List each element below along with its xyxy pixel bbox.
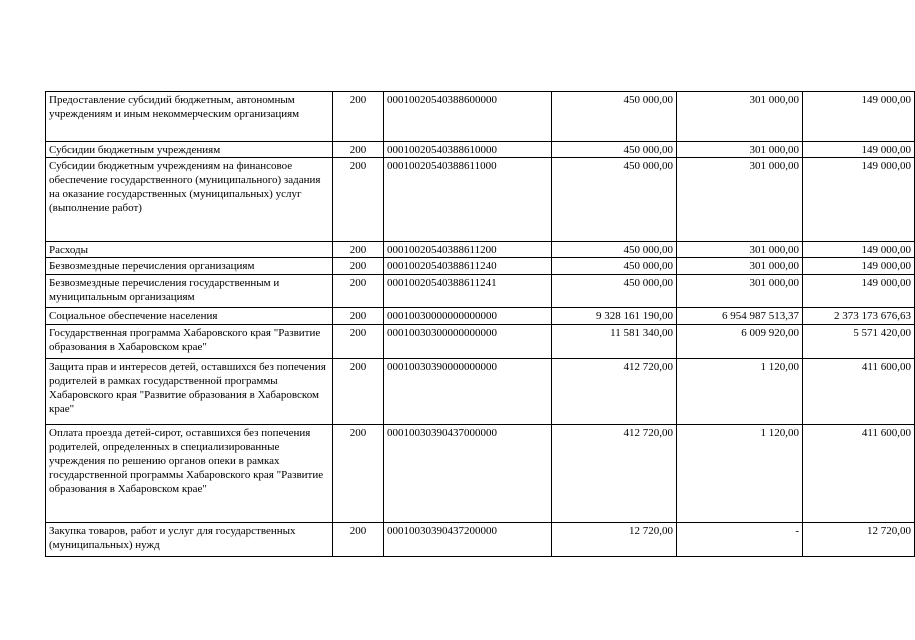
budget-execution-table (45, 91, 915, 557)
row-executed: 301 000,00 (677, 158, 803, 242)
row-name: Субсидии бюджетным учреждениям (46, 142, 333, 158)
row-name: Расходы (46, 242, 333, 258)
row-remainder: 2 373 173 676,63 (803, 308, 915, 325)
row-approved: 9 328 161 190,00 (552, 308, 677, 325)
row-line-code: 200 (333, 308, 384, 325)
row-budget-code: 00010020540388600000 (384, 92, 552, 142)
row-approved: 12 720,00 (552, 523, 677, 557)
table-row (46, 158, 915, 242)
row-approved: 11 581 340,00 (552, 325, 677, 359)
row-name: Безвозмездные перечисления государственным и муниципальным организациям (46, 275, 333, 308)
row-executed: 1 120,00 (677, 425, 803, 523)
table-row (46, 325, 915, 359)
row-executed: 301 000,00 (677, 142, 803, 158)
row-approved: 412 720,00 (552, 359, 677, 425)
table-row (46, 275, 915, 308)
row-remainder: 149 000,00 (803, 242, 915, 258)
row-budget-code: 00010030000000000000 (384, 308, 552, 325)
row-remainder: 149 000,00 (803, 275, 915, 308)
row-budget-code: 00010020540388611241 (384, 275, 552, 308)
row-executed: - (677, 523, 803, 557)
row-approved: 450 000,00 (552, 258, 677, 275)
row-name: Предоставление субсидий бюджетным, автономным учреждениям и иным некоммерческим организациям (46, 92, 333, 142)
row-remainder: 411 600,00 (803, 359, 915, 425)
row-line-code: 200 (333, 242, 384, 258)
row-line-code: 200 (333, 523, 384, 557)
table-row (46, 425, 915, 523)
table-row (46, 308, 915, 325)
row-approved: 450 000,00 (552, 92, 677, 142)
row-remainder: 149 000,00 (803, 158, 915, 242)
row-name: Государственная программа Хабаровского края "Развитие образования в Хабаровском крае" (46, 325, 333, 359)
row-approved: 450 000,00 (552, 142, 677, 158)
row-name: Защита прав и интересов детей, оставшихся без попечения родителей в рамках государственной программы Хабаровского края "Развитие образования в Хабаровском крае" (46, 359, 333, 425)
row-budget-code: 00010020540388611000 (384, 158, 552, 242)
row-approved: 412 720,00 (552, 425, 677, 523)
row-name: Субсидии бюджетным учреждениям на финансовое обеспечение государственного (муниципального) задания на оказание государственных (муниципальных) услуг (выполнение работ) (46, 158, 333, 242)
row-remainder: 5 571 420,00 (803, 325, 915, 359)
row-name: Безвозмездные перечисления организациям (46, 258, 333, 275)
row-remainder: 149 000,00 (803, 258, 915, 275)
row-name: Социальное обеспечение населения (46, 308, 333, 325)
row-remainder: 149 000,00 (803, 142, 915, 158)
row-budget-code: 00010030390437000000 (384, 425, 552, 523)
table-row (46, 359, 915, 425)
row-executed: 1 120,00 (677, 359, 803, 425)
row-remainder: 411 600,00 (803, 425, 915, 523)
row-line-code: 200 (333, 158, 384, 242)
row-line-code: 200 (333, 325, 384, 359)
table-row (46, 142, 915, 158)
row-line-code: 200 (333, 425, 384, 523)
row-executed: 301 000,00 (677, 92, 803, 142)
row-executed: 6 009 920,00 (677, 325, 803, 359)
table-row (46, 258, 915, 275)
row-remainder: 12 720,00 (803, 523, 915, 557)
row-name: Оплата проезда детей-сирот, оставшихся без попечения родителей, определенных в специализированные учреждения по решению органов опеки в рамках государственной программы Хабаровского края "Развитие образования в Хабаровском крае" (46, 425, 333, 523)
row-line-code: 200 (333, 92, 384, 142)
row-executed: 301 000,00 (677, 275, 803, 308)
row-line-code: 200 (333, 142, 384, 158)
row-budget-code: 00010030390437200000 (384, 523, 552, 557)
row-budget-code: 00010030390000000000 (384, 359, 552, 425)
row-executed: 6 954 987 513,37 (677, 308, 803, 325)
row-approved: 450 000,00 (552, 275, 677, 308)
row-executed: 301 000,00 (677, 258, 803, 275)
row-line-code: 200 (333, 359, 384, 425)
row-name: Закупка товаров, работ и услуг для государственных (муниципальных) нужд (46, 523, 333, 557)
row-budget-code: 00010030300000000000 (384, 325, 552, 359)
row-remainder: 149 000,00 (803, 92, 915, 142)
row-budget-code: 00010020540388611240 (384, 258, 552, 275)
row-budget-code: 00010020540388610000 (384, 142, 552, 158)
row-executed: 301 000,00 (677, 242, 803, 258)
row-approved: 450 000,00 (552, 158, 677, 242)
row-line-code: 200 (333, 275, 384, 308)
row-line-code: 200 (333, 258, 384, 275)
row-budget-code: 00010020540388611200 (384, 242, 552, 258)
table-row (46, 92, 915, 142)
table-row (46, 523, 915, 557)
table-row (46, 242, 915, 258)
row-approved: 450 000,00 (552, 242, 677, 258)
